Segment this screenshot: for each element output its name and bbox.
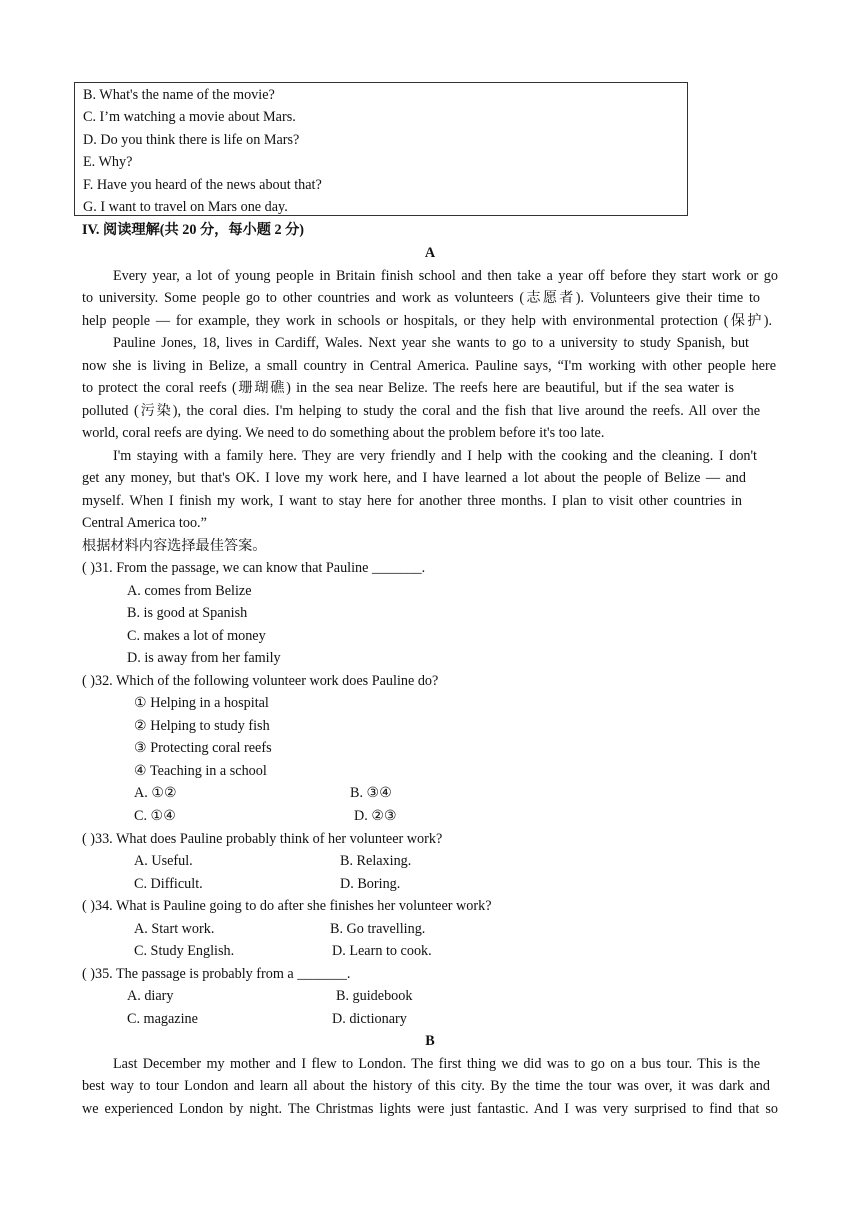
q33-option-a: A. Useful. [134,853,193,869]
q33-option-b: B. Relaxing. [340,853,412,869]
passage-a-line: I'm staying with a family here. They are very friendly and I help with the cooking and the cleaning. I don't [113,448,757,464]
q35-option-c: C. magazine [127,1011,198,1027]
q32-item-1: ① Helping in a hospital [134,695,269,711]
q34-option-b: B. Go travelling. [330,921,426,937]
instruction: 根据材料内容选择最佳答案。 [82,538,267,554]
q31-option-d: D. is away from her family [127,650,281,666]
passage-a-line: Pauline Jones, 18, lives in Cardiff, Wales. Next year she wants to go to a university to study Spanish, but [113,335,749,351]
passage-a-line: to university. Some people go to other countries and work as volunteers (志愿者). Volunteers give their time to [82,290,760,306]
passage-a-heading: A [424,245,436,261]
passage-a-line: to protect the coral reefs (珊瑚礁) in the sea near Belize. The reefs here are beautiful, but if the sea water is [82,380,734,396]
q31-option-b: B. is good at Spanish [127,605,248,621]
option-c: C. I’m watching a movie about Mars. [83,109,296,125]
passage-a-line: help people — for example, they work in schools or hospitals, or they help with environmental protection (保护). [82,313,772,329]
q34-option-a: A. Start work. [134,921,215,937]
q35-option-d: D. dictionary [332,1011,407,1027]
question-35-stem: ( )35. The passage is probably from a _______. [82,966,351,982]
q35-option-a: A. diary [127,988,174,1004]
q32-option-d: D. ②③ [354,808,397,824]
question-32-stem: ( )32. Which of the following volunteer work does Pauline do? [82,673,439,689]
q33-option-c: C. Difficult. [134,876,203,892]
q32-item-3: ③ Protecting coral reefs [134,740,272,756]
question-33-stem: ( )33. What does Pauline probably think of her volunteer work? [82,831,443,847]
option-e: E. Why? [83,154,133,170]
option-d: D. Do you think there is life on Mars? [83,132,300,148]
q31-option-a: A. comes from Belize [127,583,252,599]
q32-option-a: A. ①② [134,785,177,801]
passage-b-line: best way to tour London and learn all about the history of this city. By the time the tour was over, it was dark and [82,1078,770,1094]
passage-b-line: Last December my mother and I flew to London. The first thing we did was to go on a bus tour. This is the [113,1056,760,1072]
passage-a-line: Every year, a lot of young people in Britain finish school and then take a year off before they start work or go [113,268,778,284]
option-b: B. What's the name of the movie? [83,87,275,103]
passage-a-line: Central America too.” [82,515,207,531]
q33-option-d: D. Boring. [340,876,401,892]
q34-option-d: D. Learn to cook. [332,943,432,959]
passage-a-line: myself. When I finish my work, I want to stay here for another three months. I plan to visit other countries in [82,493,742,509]
question-34-stem: ( )34. What is Pauline going to do after she finishes her volunteer work? [82,898,492,914]
passage-a-line: polluted (污染), the coral dies. I'm helping to study the coral and the fish that live around the reefs. All over the [82,403,760,419]
passage-a-line: get any money, but that's OK. I love my work here, and I have learned a lot about the people of Belize — and [82,470,746,486]
q31-option-c: C. makes a lot of money [127,628,266,644]
question-31-stem: ( )31. From the passage, we can know that Pauline _______. [82,560,426,576]
q32-item-4: ④ Teaching in a school [134,763,267,779]
option-g: G. I want to travel on Mars one day. [83,199,288,215]
q35-option-b: B. guidebook [336,988,413,1004]
option-f: F. Have you heard of the news about that? [83,177,322,193]
q32-item-2: ② Helping to study fish [134,718,270,734]
q34-option-c: C. Study English. [134,943,235,959]
q32-option-b: B. ③④ [350,785,392,801]
passage-b-heading: B [425,1033,435,1049]
passage-b-line: we experienced London by night. The Christmas lights were just fantastic. And I was very surprised to find that so [82,1101,778,1117]
section-title: IV. 阅读理解(共 20 分，每小题 2 分) [82,222,305,238]
q32-option-c: C. ①④ [134,808,176,824]
passage-a-line: now she is living in Belize, a small country in Central America. Pauline says, “I'm working with other people here [82,358,776,374]
dialogue-options-box [74,82,688,216]
passage-a-line: world, coral reefs are dying. We need to do something about the problem before it's too late. [82,425,605,441]
